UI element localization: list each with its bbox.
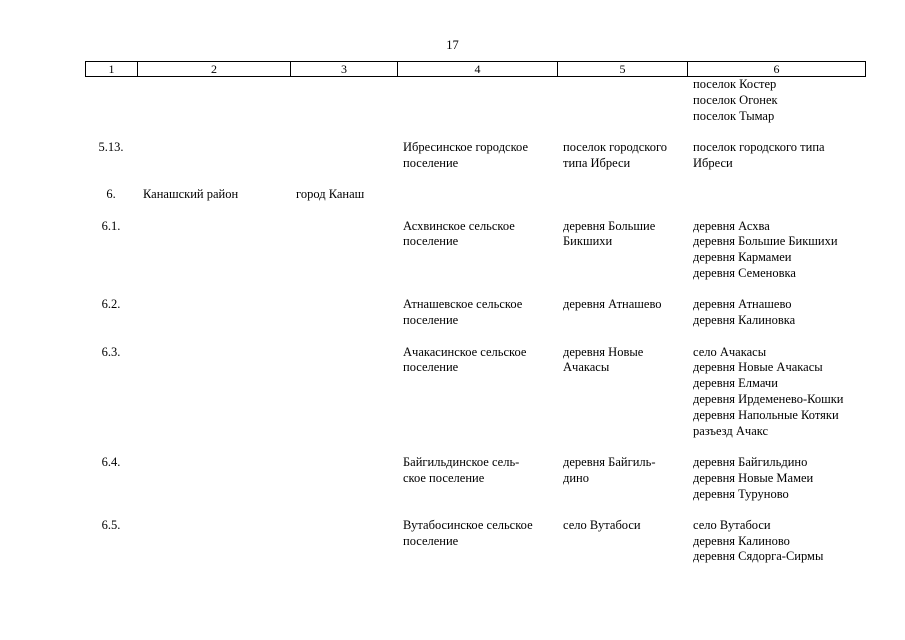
header-cell-4: 4	[398, 62, 558, 76]
district-name	[137, 140, 290, 172]
settlement-name-line: поселение	[403, 533, 459, 548]
localities-list-line: деревня Семеновка	[693, 265, 796, 280]
localities-list-line: поселок городского типа	[693, 139, 825, 154]
localities-list	[687, 140, 864, 172]
settlement-name-line: Асхвинское сельское	[403, 218, 515, 233]
settlement-name-line: Ибресинское городское	[403, 139, 528, 154]
settlement-name	[397, 455, 557, 502]
row-number-text: 6.	[106, 187, 116, 202]
settlement-name	[397, 219, 557, 282]
district-center-text: город Канаш	[296, 187, 365, 202]
settlement-name-line: поселение	[403, 360, 459, 375]
localities-list-line: деревня Большие Бикшихи	[693, 234, 838, 249]
localities-list-line: деревня Туруново	[693, 486, 789, 501]
district-name-text: Канашский район	[143, 187, 239, 202]
row-number-text: 6.4.	[101, 454, 121, 469]
localities-list	[687, 77, 864, 124]
row-number-text: 6.2.	[101, 297, 121, 312]
district-center	[290, 219, 397, 282]
district-name	[137, 187, 290, 203]
administrative-center-line: типа Ибреси	[563, 155, 631, 170]
localities-list-line: деревня Кармамеи	[693, 250, 792, 265]
settlement-name-line: Ачакасинское сельское	[403, 344, 527, 359]
district-name	[137, 455, 290, 502]
row-number	[85, 345, 137, 440]
row-number-text: 6.3.	[101, 344, 121, 359]
localities-list	[687, 297, 864, 329]
administrative-center-line: деревня Байгиль-	[563, 454, 656, 469]
localities-list	[687, 219, 864, 282]
district-name	[137, 219, 290, 282]
localities-list-line: село Вутабоси	[693, 517, 771, 532]
settlement-name	[397, 345, 557, 440]
table-row	[85, 518, 865, 565]
settlement-name	[397, 187, 557, 203]
localities-list-line: поселок Костер	[693, 77, 777, 91]
district-center	[290, 297, 397, 329]
page-number: 17	[446, 38, 459, 52]
table-row	[85, 219, 865, 282]
administrative-center-line: деревня Новые	[563, 344, 644, 359]
table-body	[85, 77, 865, 581]
settlement-name-line: ское поселение	[403, 470, 485, 485]
district-center	[290, 187, 397, 203]
localities-list-line: деревня Новые Ачакасы	[693, 360, 823, 375]
table-row	[85, 345, 865, 440]
table-header	[85, 61, 866, 77]
row-number-text: 6.1.	[101, 218, 121, 233]
localities-list-line: деревня Атнашево	[693, 297, 792, 312]
administrative-center	[557, 345, 687, 440]
localities-list-line: деревня Елмачи	[693, 376, 778, 391]
table-row	[85, 455, 865, 502]
settlement-name	[397, 140, 557, 172]
district-name	[137, 297, 290, 329]
settlement-name	[397, 518, 557, 565]
district-center	[290, 77, 397, 124]
localities-list-line: деревня Калиновка	[693, 313, 796, 328]
localities-list-line: поселок Огонек	[693, 92, 778, 107]
administrative-center-line: Бикшихи	[563, 234, 613, 249]
localities-list-line: деревня Калиново	[693, 533, 790, 548]
localities-list-line: село Ачакасы	[693, 344, 767, 359]
header-cell-1: 1	[86, 62, 138, 76]
administrative-center	[557, 297, 687, 329]
localities-list	[687, 345, 864, 440]
settlement-name	[397, 297, 557, 329]
row-number-text: 5.13.	[98, 139, 124, 154]
row-number	[85, 219, 137, 282]
table-row	[85, 77, 865, 124]
row-number	[85, 297, 137, 329]
settlement-name-line: поселение	[403, 234, 459, 249]
district-center	[290, 518, 397, 565]
localities-list-line: деревня Асхва	[693, 218, 770, 233]
administrative-center-line: Ачакасы	[563, 360, 610, 375]
settlement-name-line: поселение	[403, 313, 459, 328]
row-number	[85, 77, 137, 124]
administrative-center	[557, 455, 687, 502]
localities-list	[687, 187, 864, 203]
row-number	[85, 140, 137, 172]
localities-list-line: деревня Ирдеменево-Кошки	[693, 391, 844, 406]
administrative-center	[557, 77, 687, 124]
settlement-name	[397, 77, 557, 124]
localities-list	[687, 455, 864, 502]
administrative-center	[557, 140, 687, 172]
administrative-center	[557, 518, 687, 565]
district-name	[137, 77, 290, 124]
district-name	[137, 345, 290, 440]
localities-list-line: разъезд Ачакс	[693, 423, 769, 438]
administrative-center-line: село Вутабоси	[563, 517, 641, 532]
table-row	[85, 297, 865, 329]
administrative-center-line: деревня Атнашево	[563, 297, 662, 312]
settlement-name-line: Вутабосинское сельское	[403, 517, 533, 532]
row-number	[85, 187, 137, 203]
district-name	[137, 518, 290, 565]
row-number	[85, 455, 137, 502]
header-cell-6: 6	[773, 62, 780, 76]
localities-list-line: деревня Напольные Котяки	[693, 407, 839, 422]
localities-list-line: Ибреси	[693, 155, 733, 170]
settlement-name-line: Байгильдинское сель-	[403, 454, 520, 469]
header-cell-3: 3	[291, 62, 398, 76]
district-center	[290, 455, 397, 502]
localities-list-line: деревня Новые Мамеи	[693, 470, 814, 485]
district-center	[290, 345, 397, 440]
table-row	[85, 187, 865, 203]
administrative-center-line: дино	[563, 470, 589, 485]
row-number	[85, 518, 137, 565]
localities-list-line: деревня Байгильдино	[693, 454, 808, 469]
administrative-center-line: деревня Большие	[563, 218, 656, 233]
settlement-name-line: Атнашевское сельское	[403, 297, 523, 312]
administrative-center	[557, 219, 687, 282]
localities-list	[687, 518, 864, 565]
administrative-center-line: поселок городского	[563, 139, 668, 154]
settlement-name-line: поселение	[403, 155, 459, 170]
administrative-center	[557, 187, 687, 203]
district-center	[290, 140, 397, 172]
row-number-text: 6.5.	[101, 517, 121, 532]
localities-list-line: деревня Сядорга-Сирмы	[693, 549, 824, 564]
header-cell-2: 2	[138, 62, 291, 76]
localities-list-line: поселок Тымар	[693, 108, 775, 123]
table-row	[85, 140, 865, 172]
header-cell-5: 5	[558, 62, 688, 76]
